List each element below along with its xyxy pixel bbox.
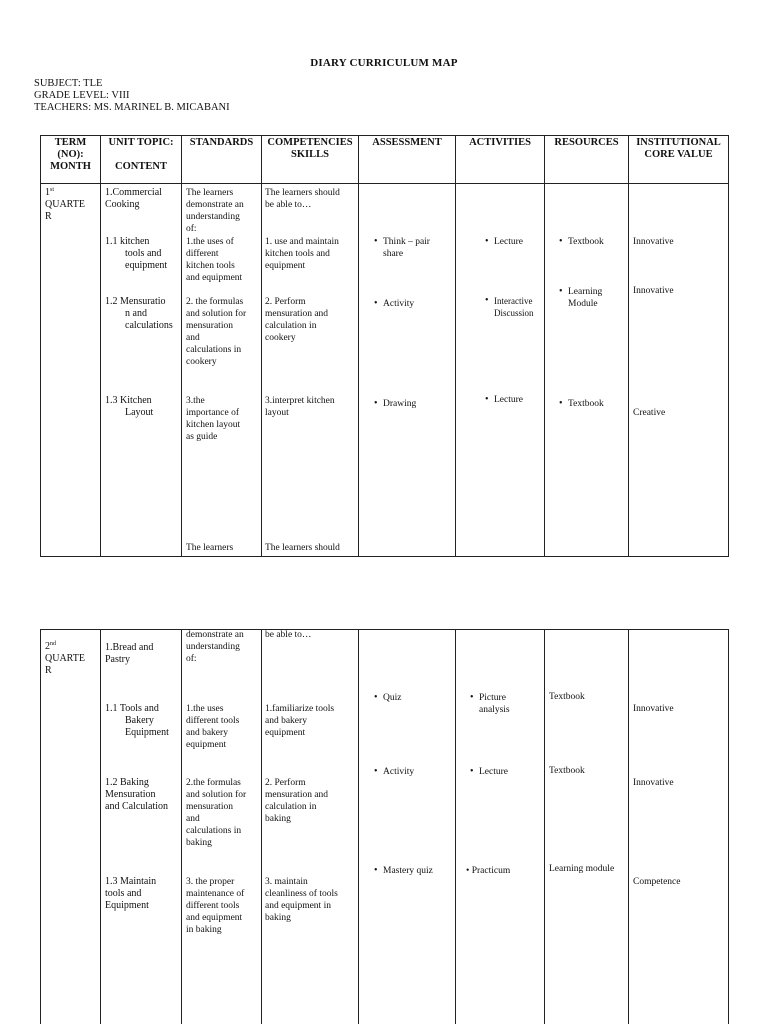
header-term: TERM (NO): MONTH [50,137,91,172]
header-core-value: INSTITUTIONAL CORE VALUE [636,137,721,160]
q2-row1-resources: Textbook [549,692,585,702]
q1-row1-core-value: Innovative [633,237,674,247]
q1-row2-core-value: Innovative [633,286,674,296]
q2-row3-standards: 3. the proper maintenance of different tools and equipment in baking [186,877,245,935]
grade-level-line: GRADE LEVEL: VIII [34,90,130,101]
q1-row3-activities: • Lecture [494,394,523,406]
q1-row2-competencies: 2. Perform mensuration and calculation in cookery [265,297,329,343]
q1-row3-unit: 1.3 Kitchen Layout [105,395,154,418]
q2-row3-unit: 1.3 Maintain tools and Equipment [105,876,157,911]
q1-row1-unit: 1.1 kitchen tools and equipment [105,236,168,271]
q2-row2-core-value: Innovative [633,778,674,788]
q1-standards-tail: The learners [186,543,234,553]
header-unit-topic: UNIT TOPIC: CONTENT [108,137,174,172]
q1-row3-core-value: Creative [633,408,666,418]
q1-term: 1st QUARTE R [45,187,85,222]
teachers-line: TEACHERS: MS. MARINEL B. MICABANI [34,102,230,113]
q2-row2-activities: • Lecture [479,766,508,778]
q1-row3-assessment: • Drawing [383,398,416,410]
q1-row1-competencies: 1. use and maintain kitchen tools and equipment [265,237,339,271]
q2-row3-assessment: • Mastery quiz [383,865,433,877]
q2-row2-competencies: 2. Perform mensuration and calculation in baking [265,778,329,824]
header-resources: RESOURCES [554,137,619,148]
q1-row1-activities: • Lecture [494,236,523,248]
q1-row1-resources: • Textbook [568,236,604,248]
q1-row1-assessment: • Think – pair share [383,236,430,260]
q1-row3-resources: • Textbook [568,398,604,410]
q2-row3-activities: • Practicum [466,866,511,876]
document-title: DIARY CURRICULUM MAP [310,57,458,69]
q2-row2-unit: 1.2 Baking Mensuration and Calculation [105,777,169,812]
q2-row3-competencies: 3. maintain cleanliness of tools and equipment in baking [265,877,338,923]
q1-row2-activities: • Interactive Discussion [494,295,534,319]
header-assessment: ASSESSMENT [372,137,442,148]
q2-row2-assessment: • Activity [383,766,414,778]
header-standards: STANDARDS [189,137,254,148]
q1-row2-assessment: • Activity [383,298,414,310]
q1-row1-standards: 1.the uses of different kitchen tools and equipment [186,237,243,283]
q2-term: 2nd QUARTE R [45,641,85,676]
q1-row2-unit: 1.2 Mensuratio n and calculations [105,296,173,331]
q1-unit-title: 1.Commercial Cooking [105,187,162,210]
q1-row3-standards: 3.the importance of kitchen layout as guide [186,396,241,442]
q2-row3-resources: Learning module [549,864,615,874]
q2-row3-core-value: Competence [633,877,681,887]
q2-row1-standards: 1.the uses different tools and bakery equipment [186,704,240,750]
q1-standards-intro: The learners demonstrate an understanding of: [186,188,244,234]
q2-row1-activities: • Picture analysis [479,692,510,716]
q2-row1-unit: 1.1 Tools and Bakery Equipment [105,703,169,738]
q1-competencies-tail: The learners should [265,543,340,553]
q1-row2-resources: • Learning Module [568,286,602,310]
q2-row1-core-value: Innovative [633,704,674,714]
q2-row1-competencies: 1.familiarize tools and bakery equipment [265,704,335,738]
q2-row2-resources: Textbook [549,766,585,776]
header-competencies: COMPETENCIES SKILLS [267,137,353,160]
q1-row2-standards: 2. the formulas and solution for mensuration and calculations in cookery [186,297,247,367]
q1-row3-competencies: 3.interpret kitchen layout [265,396,335,418]
q2-unit-title: 1.Bread and Pastry [105,642,154,665]
q2-competencies-continued: be able to… [265,630,312,640]
header-activities: ACTIVITIES [469,137,531,148]
subject-line: SUBJECT: TLE [34,78,103,89]
q2-standards-continued: demonstrate an understanding of: [186,630,244,664]
q2-row1-assessment: • Quiz [383,692,401,704]
q2-row2-standards: 2.the formulas and solution for mensuration and calculations in baking [186,778,247,848]
q1-competencies-intro: The learners should be able to… [265,188,340,210]
